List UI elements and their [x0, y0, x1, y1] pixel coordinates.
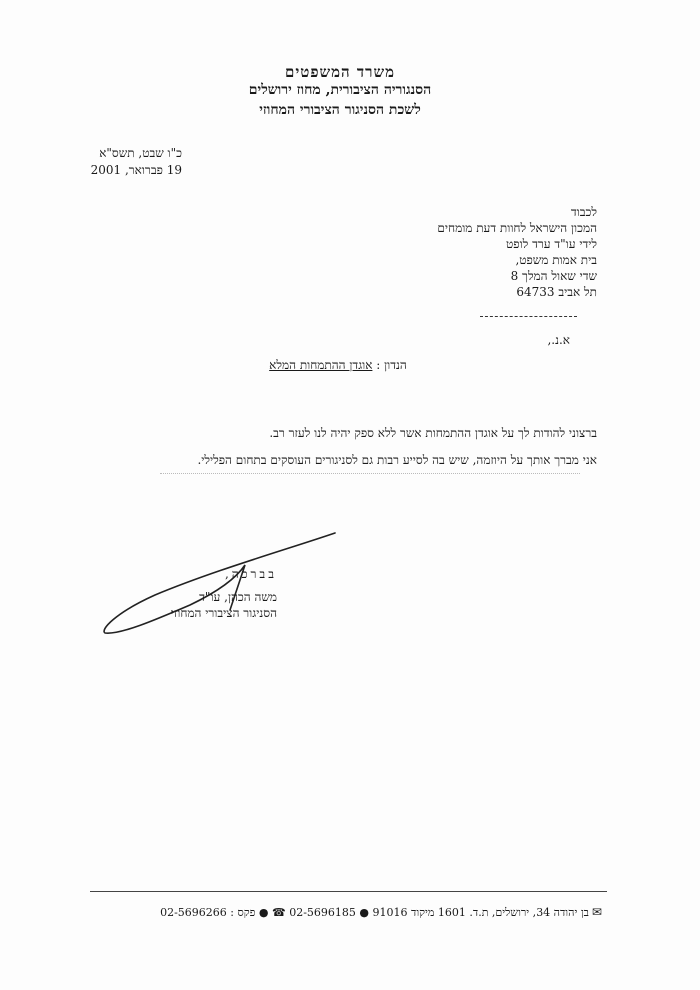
- letterhead-office: הסנגוריה הציבורית, מחוז ירושלים: [248, 82, 432, 98]
- letterhead-ministry: משרד המשפטים: [285, 63, 395, 81]
- footer-divider: [90, 891, 607, 892]
- recipient-line: לידי עו"ד ערד לופט: [506, 237, 597, 251]
- envelope-icon: ✉: [591, 905, 602, 919]
- letterhead-bureau: לשכת הסניגור הציבורי המחוזי: [259, 102, 421, 118]
- subject-text: אוגדן ההתמחות המלא: [269, 358, 373, 372]
- recipient-line: המכון הישראל לחוות דעת מומחים: [437, 221, 597, 235]
- body-paragraph: אני מברך אותך על היוזמה, שיש בה לסייע רבות גם לסניגורים העוסקים בתחום הפלילי.: [197, 453, 597, 467]
- subject-label: הנדון :: [376, 358, 407, 372]
- footer-address: [160, 905, 602, 919]
- recipient-line: תל אביב 64733: [516, 285, 597, 299]
- recipient-line: בית אמות משפט,: [515, 253, 597, 267]
- recipient-line: שדי שאול המלך 8: [510, 269, 597, 283]
- footer-text: בן יהודה 34, ירושלים, ת.ד. 1601 מיקוד 91016 ● 02-5696185 ☎ ● פקס : 02-5696266: [160, 906, 589, 919]
- date-hebrew: כ"ו שבט, תשס"א: [99, 146, 182, 160]
- scan-artifact-line: [160, 473, 580, 474]
- signer-title: הסניגור הציבורי המחוזי: [170, 606, 277, 620]
- closing-regards: בברכה,: [224, 567, 277, 581]
- recipient-salutation: לכבוד: [570, 205, 597, 219]
- signer-name: משה הכהן, עו"ד: [199, 590, 277, 604]
- date-gregorian: 19 פברואר, 2001: [90, 163, 182, 177]
- body-paragraph: ברצוני להודות לך על אוגדן ההתמחות אשר ללא ספק יהיה לנו לעזר רב.: [269, 426, 597, 440]
- greeting: א.נ.,: [547, 333, 570, 347]
- handwritten-signature: [95, 525, 345, 645]
- subject-line: [258, 358, 418, 373]
- address-divider: [480, 316, 577, 317]
